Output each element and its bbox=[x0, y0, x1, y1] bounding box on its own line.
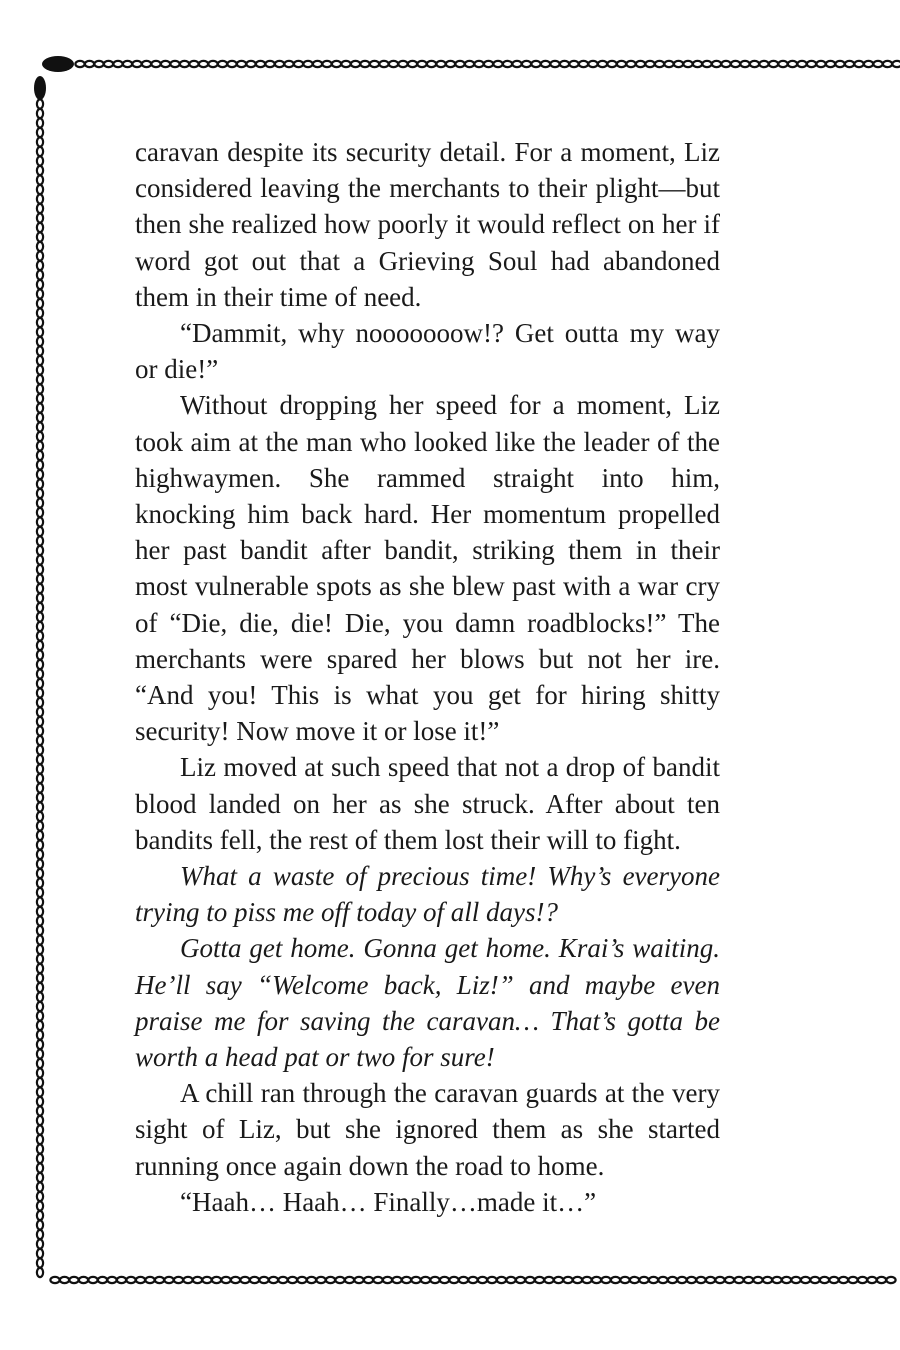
paragraph-8: “Haah… Haah… Finally…made it…” bbox=[180, 1186, 597, 1217]
paragraph-3: Without dropping her speed for a moment, Liz took aim at the man who looked like the leader of the highwaymen. She rammed straight into him, knocking him back hard. Her momentum propelled her past bandit after bandit, striking them in their most vulnerable spots as she blew past with a war cry of “Die, die, die! Die, you damn roadblocks!” The merchants were spared her blows but not her ire. “And you! This is what you get for hiring shitty security! Now move it or lose it!” bbox=[135, 390, 720, 747]
chain-border-top bbox=[75, 61, 900, 67]
paragraph-4: Liz moved at such speed that not a drop of bandit blood landed on her as she struck. After about ten bandits fell, the rest of them lost their will to fight. bbox=[135, 752, 720, 855]
chain-border-left bbox=[37, 99, 43, 1277]
paragraph-6-thought: Gotta get home. Gonna get home. Krai’s waiting. He’ll say “Welcome back, Liz!” and maybe even praise me for saving the caravan… That’s gotta be worth a head pat or two for sure! bbox=[135, 933, 720, 1073]
chain-end-ornament-icon bbox=[34, 56, 74, 100]
paragraph-1: caravan despite its security detail. For a moment, Liz considered leaving the merchants to their plight—but then she realized how poorly it would reflect on her if word got out that a Grieving Soul had abandoned them in their time of need. bbox=[135, 137, 720, 312]
paragraph-5-thought: What a waste of precious time! Why’s everyone trying to piss me off today of all days!? bbox=[135, 861, 720, 928]
paragraph-7: A chill ran through the caravan guards at the very sight of Liz, but she ignored them as she started running once again down the road to home. bbox=[135, 1078, 720, 1181]
chain-border-bottom bbox=[50, 1277, 895, 1283]
body-text bbox=[135, 134, 720, 1220]
paragraph-2: “Dammit, why nooooooow!? Get outta my way or die!” bbox=[135, 318, 720, 385]
